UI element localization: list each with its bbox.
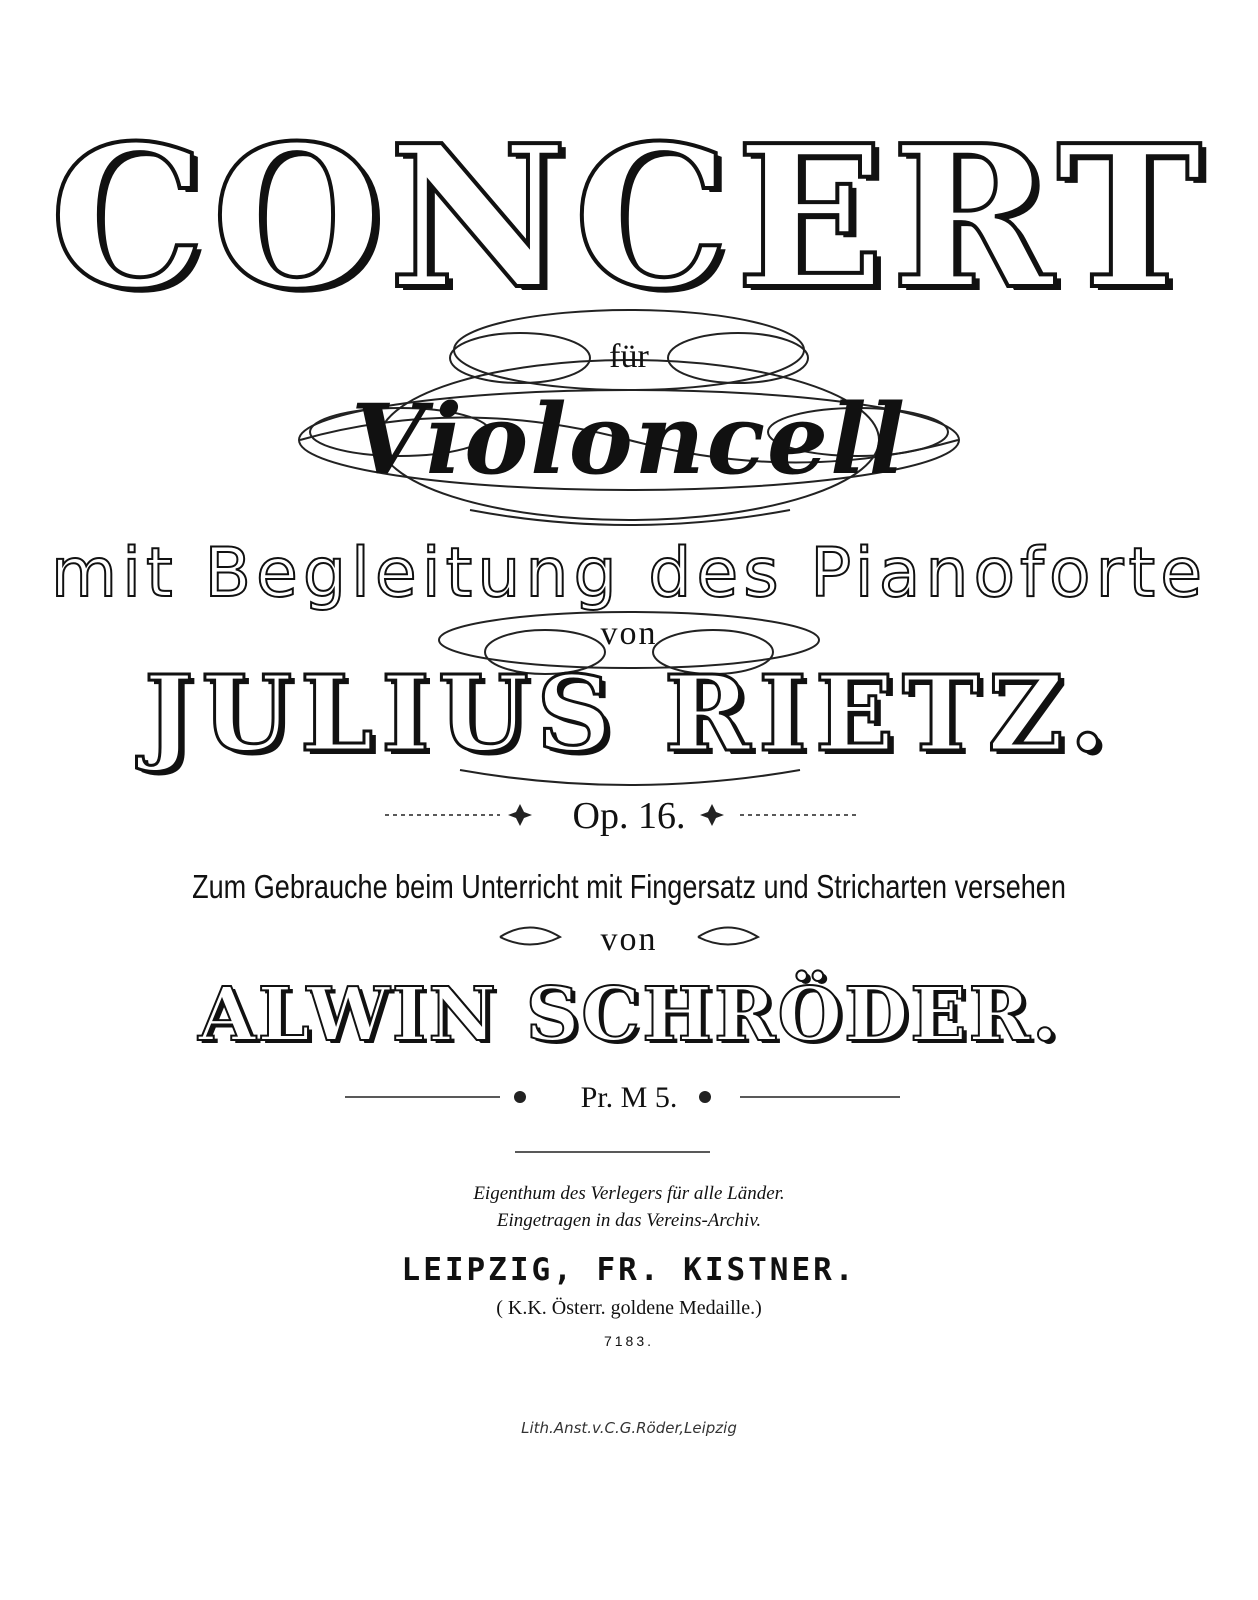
plate-number: 7183. xyxy=(603,1333,655,1349)
instrument-title: Violoncell xyxy=(350,383,908,496)
printer-credit: Lith.Anst.v.C.G.Röder,Leipzig xyxy=(521,1419,737,1437)
composer-name: JULIUS RIETZ. xyxy=(144,652,1114,775)
publisher-name: LEIPZIG, FR. KISTNER. xyxy=(401,1252,857,1288)
by-label-editor: von xyxy=(600,921,658,958)
rights-line-1: Eigenthum des Verlegers für alle Länder. xyxy=(473,1183,785,1204)
medal-note: ( K.K. Österr. goldene Medaille.) xyxy=(496,1297,762,1319)
edition-note: Zum Gebrauche beim Unterricht mit Fingersatz und Stricharten versehen xyxy=(192,868,1066,905)
accompaniment-line: mit Begleitung des Pianoforte xyxy=(50,534,1208,613)
for-label: für xyxy=(609,338,649,375)
by-label-composer: von xyxy=(600,615,658,652)
work-title: CONCERT xyxy=(49,103,1209,333)
editor-name: ALWIN SCHRÖDER. xyxy=(198,972,1060,1058)
price-label: Pr. M 5. xyxy=(580,1081,678,1114)
opus-number: Op. 16. xyxy=(572,795,686,837)
rights-line-2: Eingetragen in das Vereins-Archiv. xyxy=(496,1210,762,1231)
